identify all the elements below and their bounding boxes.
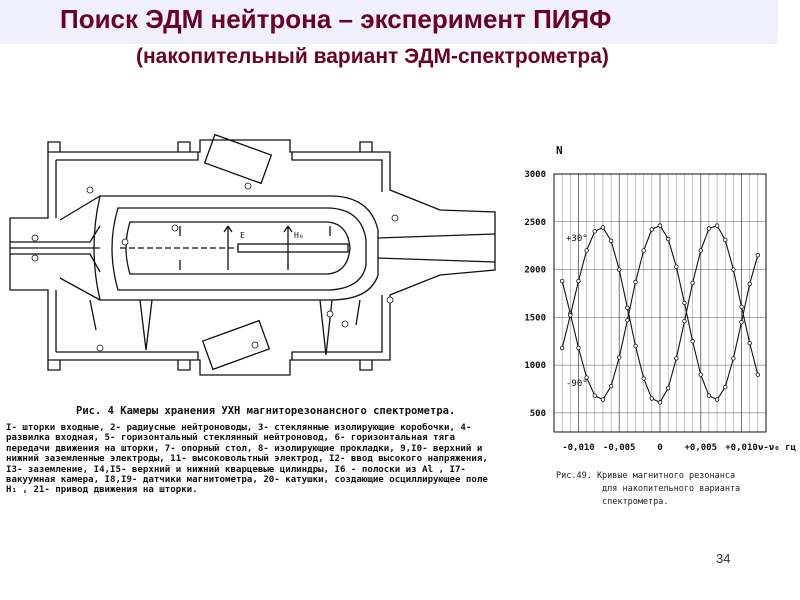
data-point xyxy=(756,253,760,257)
data-point xyxy=(675,265,679,269)
data-point xyxy=(732,268,736,272)
data-point xyxy=(707,394,711,398)
data-point xyxy=(723,385,727,389)
data-point xyxy=(560,279,564,283)
data-point xyxy=(658,401,662,405)
data-point xyxy=(756,373,760,377)
y-tick-label: 3000 xyxy=(524,170,546,180)
x-tick-label: +0,005 xyxy=(684,443,718,453)
y-axis-label: N xyxy=(556,144,563,157)
data-point xyxy=(626,318,630,322)
slide-title: Поиск ЭДМ нейтрона – эксперимент ПИЯФ xyxy=(60,4,612,34)
data-point xyxy=(658,224,662,228)
data-point xyxy=(593,230,597,234)
data-point xyxy=(666,237,670,241)
data-point xyxy=(715,224,719,228)
x-tick-label: 0 xyxy=(657,443,663,453)
data-point xyxy=(560,346,564,350)
right-caption-line3: спектрометра. xyxy=(602,497,669,507)
right-caption xyxy=(556,470,756,509)
data-point xyxy=(683,319,687,323)
data-point xyxy=(617,356,621,360)
data-point xyxy=(577,279,581,283)
x-axis-label: ν-ν₀ гц xyxy=(758,443,796,453)
x-tick-label: -0,010 xyxy=(562,443,595,453)
data-point xyxy=(691,281,695,285)
x-tick-label: +0,010 xyxy=(725,443,758,453)
data-point xyxy=(642,377,646,381)
data-point xyxy=(699,249,703,253)
data-point xyxy=(577,346,581,350)
data-point xyxy=(650,397,654,401)
y-tick-label: 1500 xyxy=(524,313,546,324)
data-point xyxy=(585,249,589,253)
page-number: 34 xyxy=(716,551,731,566)
data-point xyxy=(691,339,695,343)
data-point xyxy=(634,280,638,284)
data-point xyxy=(699,373,703,377)
data-point xyxy=(593,394,597,398)
label-e: E xyxy=(240,231,245,240)
data-point xyxy=(715,398,719,402)
data-point xyxy=(740,320,744,324)
slide-subtitle: (накопительный вариант ЭДМ-спектрометра) xyxy=(136,45,609,68)
spectrometer-drawing xyxy=(0,130,510,410)
right-caption-line1: Рис.49. Кривые магнитного резонанса xyxy=(556,471,736,481)
data-point xyxy=(666,386,670,390)
left-caption-text: I- шторки входные, 2- радиусные нейтроноводы, 3- стеклянные изолирующие коробочки, 4- развилка входная, 5- горизонтальный стеклянный нейтроновод, 6- горизонтальная тяга передачи движения на шторки, 7- опорный стол, 8- изолирующие прокладки, 9,I0- верхний и нижний заземленные электроды, 11- высоковольтный электрод, I2- ввод высокого напряжения, I3- заземление, I4,I5- верхний и нижний кварцевые цилиндры, I6 - полоски из Al , I7- вакуумная камера, I8,I9- датчики магнитометра, 20- катушки, создающие осциллирующее поле H₁ , 21- привод движения на шторки. xyxy=(6,423,488,496)
data-point xyxy=(609,239,613,243)
data-point xyxy=(732,357,736,361)
data-point xyxy=(569,314,573,318)
label-h0: H₀ xyxy=(294,231,304,240)
data-point xyxy=(601,398,605,402)
chart-grid xyxy=(554,174,766,432)
data-point xyxy=(707,227,711,231)
data-point xyxy=(748,282,752,286)
data-point xyxy=(740,305,744,309)
data-point xyxy=(675,357,679,361)
data-point xyxy=(609,384,613,388)
data-point xyxy=(617,268,621,272)
data-point xyxy=(642,249,646,253)
right-caption-line2: для накопительного варианта xyxy=(602,484,741,494)
y-tick-label: 500 xyxy=(529,408,546,419)
x-tick-label: -0,005 xyxy=(602,443,636,453)
left-caption-title: Рис. 4 Камеры хранения УХН магниторезонансного спектрометра. xyxy=(76,405,456,417)
data-point xyxy=(650,228,654,232)
data-point xyxy=(683,301,687,305)
data-point xyxy=(723,238,727,242)
annotation-plus: +30° xyxy=(566,233,588,244)
data-point xyxy=(601,226,605,230)
data-point xyxy=(748,341,752,345)
data-point xyxy=(634,344,638,348)
y-tick-label: 2500 xyxy=(524,217,546,228)
y-tick-label: 2000 xyxy=(524,265,546,276)
annotation-minus: -90° xyxy=(566,379,588,390)
y-tick-label: 1000 xyxy=(524,361,546,372)
chart-labels xyxy=(524,144,796,453)
data-point xyxy=(626,306,630,310)
resonance-chart xyxy=(508,138,798,468)
